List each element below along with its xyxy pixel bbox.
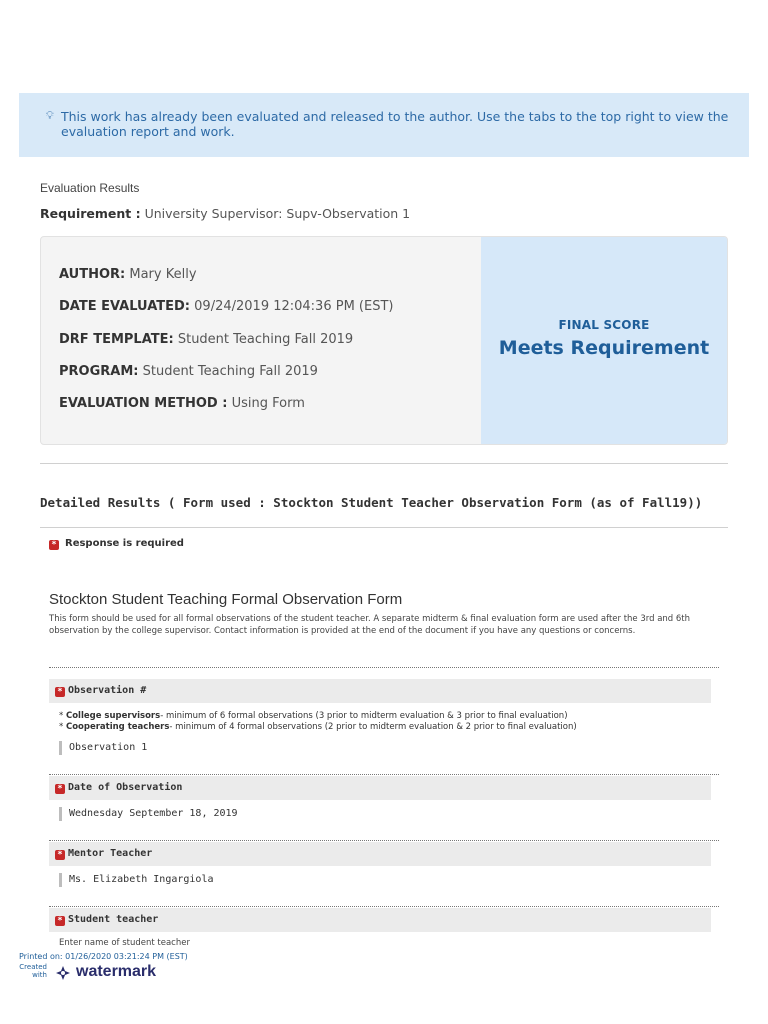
- section-date-header: [49, 776, 711, 800]
- divider: [40, 527, 728, 528]
- info-banner: [19, 93, 749, 157]
- evaluation-summary-card: [40, 236, 728, 445]
- observation-notes: [59, 711, 577, 733]
- final-score-panel: [481, 237, 727, 445]
- form-title: Stockton Student Teaching Formal Observation Form: [49, 591, 403, 608]
- section-mentor-title: Mentor Teacher: [68, 848, 153, 859]
- dotted-divider: [49, 840, 719, 841]
- watermark-logo-text: watermark: [76, 963, 157, 980]
- section-mentor-header: [49, 842, 711, 866]
- author-label: AUTHOR:: [59, 267, 126, 282]
- detailed-results-heading: Detailed Results ( Form used : Stockton Student Teacher Observation Form (as of Fall19)): [40, 495, 703, 510]
- section-observation-title: Observation #: [68, 685, 147, 696]
- evaluation-method-field: [59, 396, 393, 428]
- form-description: This form should be used for all formal observations of the student teacher. A separate midterm & final evaluation form are used after the 3rd and 6th observation by the college supervisor. Contact information is provided at the end of the document if you have any questions or concerns.: [49, 614, 691, 636]
- required-icon: *: [55, 916, 65, 926]
- required-legend-text: Response is required: [65, 538, 184, 549]
- observation-answer: Observation 1: [59, 741, 147, 755]
- dotted-divider: [49, 774, 719, 775]
- author-field: [59, 267, 393, 299]
- author-value: Mary Kelly: [129, 267, 197, 282]
- section-student-title: Student teacher: [68, 914, 159, 925]
- date-evaluated-label: DATE EVALUATED:: [59, 299, 191, 315]
- note-cooperating-teachers: * Cooperating teachers- minimum of 4 formal observations (2 prior to midterm evaluation & 2 prior to final evaluation): [59, 722, 577, 732]
- section-student-header: [49, 908, 711, 932]
- evaluation-results-label: Evaluation Results: [40, 181, 140, 195]
- date-evaluated-field: [59, 299, 393, 331]
- dotted-divider: [49, 906, 719, 907]
- info-banner-text: This work has already been evaluated and released to the author. Use the tabs to the top right to view the evaluation report and work.: [61, 109, 729, 139]
- required-icon: *: [55, 850, 65, 860]
- printed-on-label: Printed on: 01/26/2020 03:21:24 PM (EST): [19, 952, 188, 961]
- divider: [40, 463, 728, 464]
- final-score-caption: FINAL SCORE: [558, 318, 650, 332]
- created-with-label: Created with: [19, 963, 47, 979]
- mentor-answer: Ms. Elizabeth Ingargiola: [59, 873, 214, 887]
- required-legend: [49, 538, 184, 550]
- program-value: Student Teaching Fall 2019: [142, 363, 318, 379]
- required-icon: *: [49, 540, 59, 550]
- drf-template-value: Student Teaching Fall 2019: [177, 331, 354, 347]
- note-college-supervisors: * College supervisors- minimum of 6 formal observations (3 prior to midterm evaluation & 3 prior to final evaluation): [59, 711, 568, 721]
- requirement-line: [40, 206, 410, 221]
- program-label: PROGRAM:: [59, 363, 139, 379]
- date-answer: Wednesday September 18, 2019: [59, 807, 238, 821]
- lightbulb-icon: 💡︎: [46, 109, 54, 122]
- student-hint: Enter name of student teacher: [59, 938, 190, 948]
- evaluation-method-label: EVALUATION METHOD :: [59, 396, 228, 412]
- drf-template-label: DRF TEMPLATE:: [59, 331, 174, 347]
- final-score-value: Meets Requirement: [498, 337, 710, 359]
- required-icon: *: [55, 784, 65, 794]
- evaluation-method-value: Using Form: [231, 396, 305, 412]
- date-evaluated-value: 09/24/2019 12:04:36 PM (EST): [194, 299, 394, 315]
- section-date-title: Date of Observation: [68, 782, 183, 793]
- required-icon: *: [55, 687, 65, 697]
- watermark-logo-icon: [55, 965, 71, 981]
- requirement-value: University Supervisor: Supv-Observation 1: [144, 206, 411, 221]
- dotted-divider: [49, 667, 719, 668]
- program-field: [59, 364, 393, 396]
- summary-fields: [59, 267, 393, 428]
- drf-template-field: [59, 332, 393, 364]
- section-observation-header: [49, 679, 711, 703]
- requirement-label: Requirement :: [40, 206, 141, 221]
